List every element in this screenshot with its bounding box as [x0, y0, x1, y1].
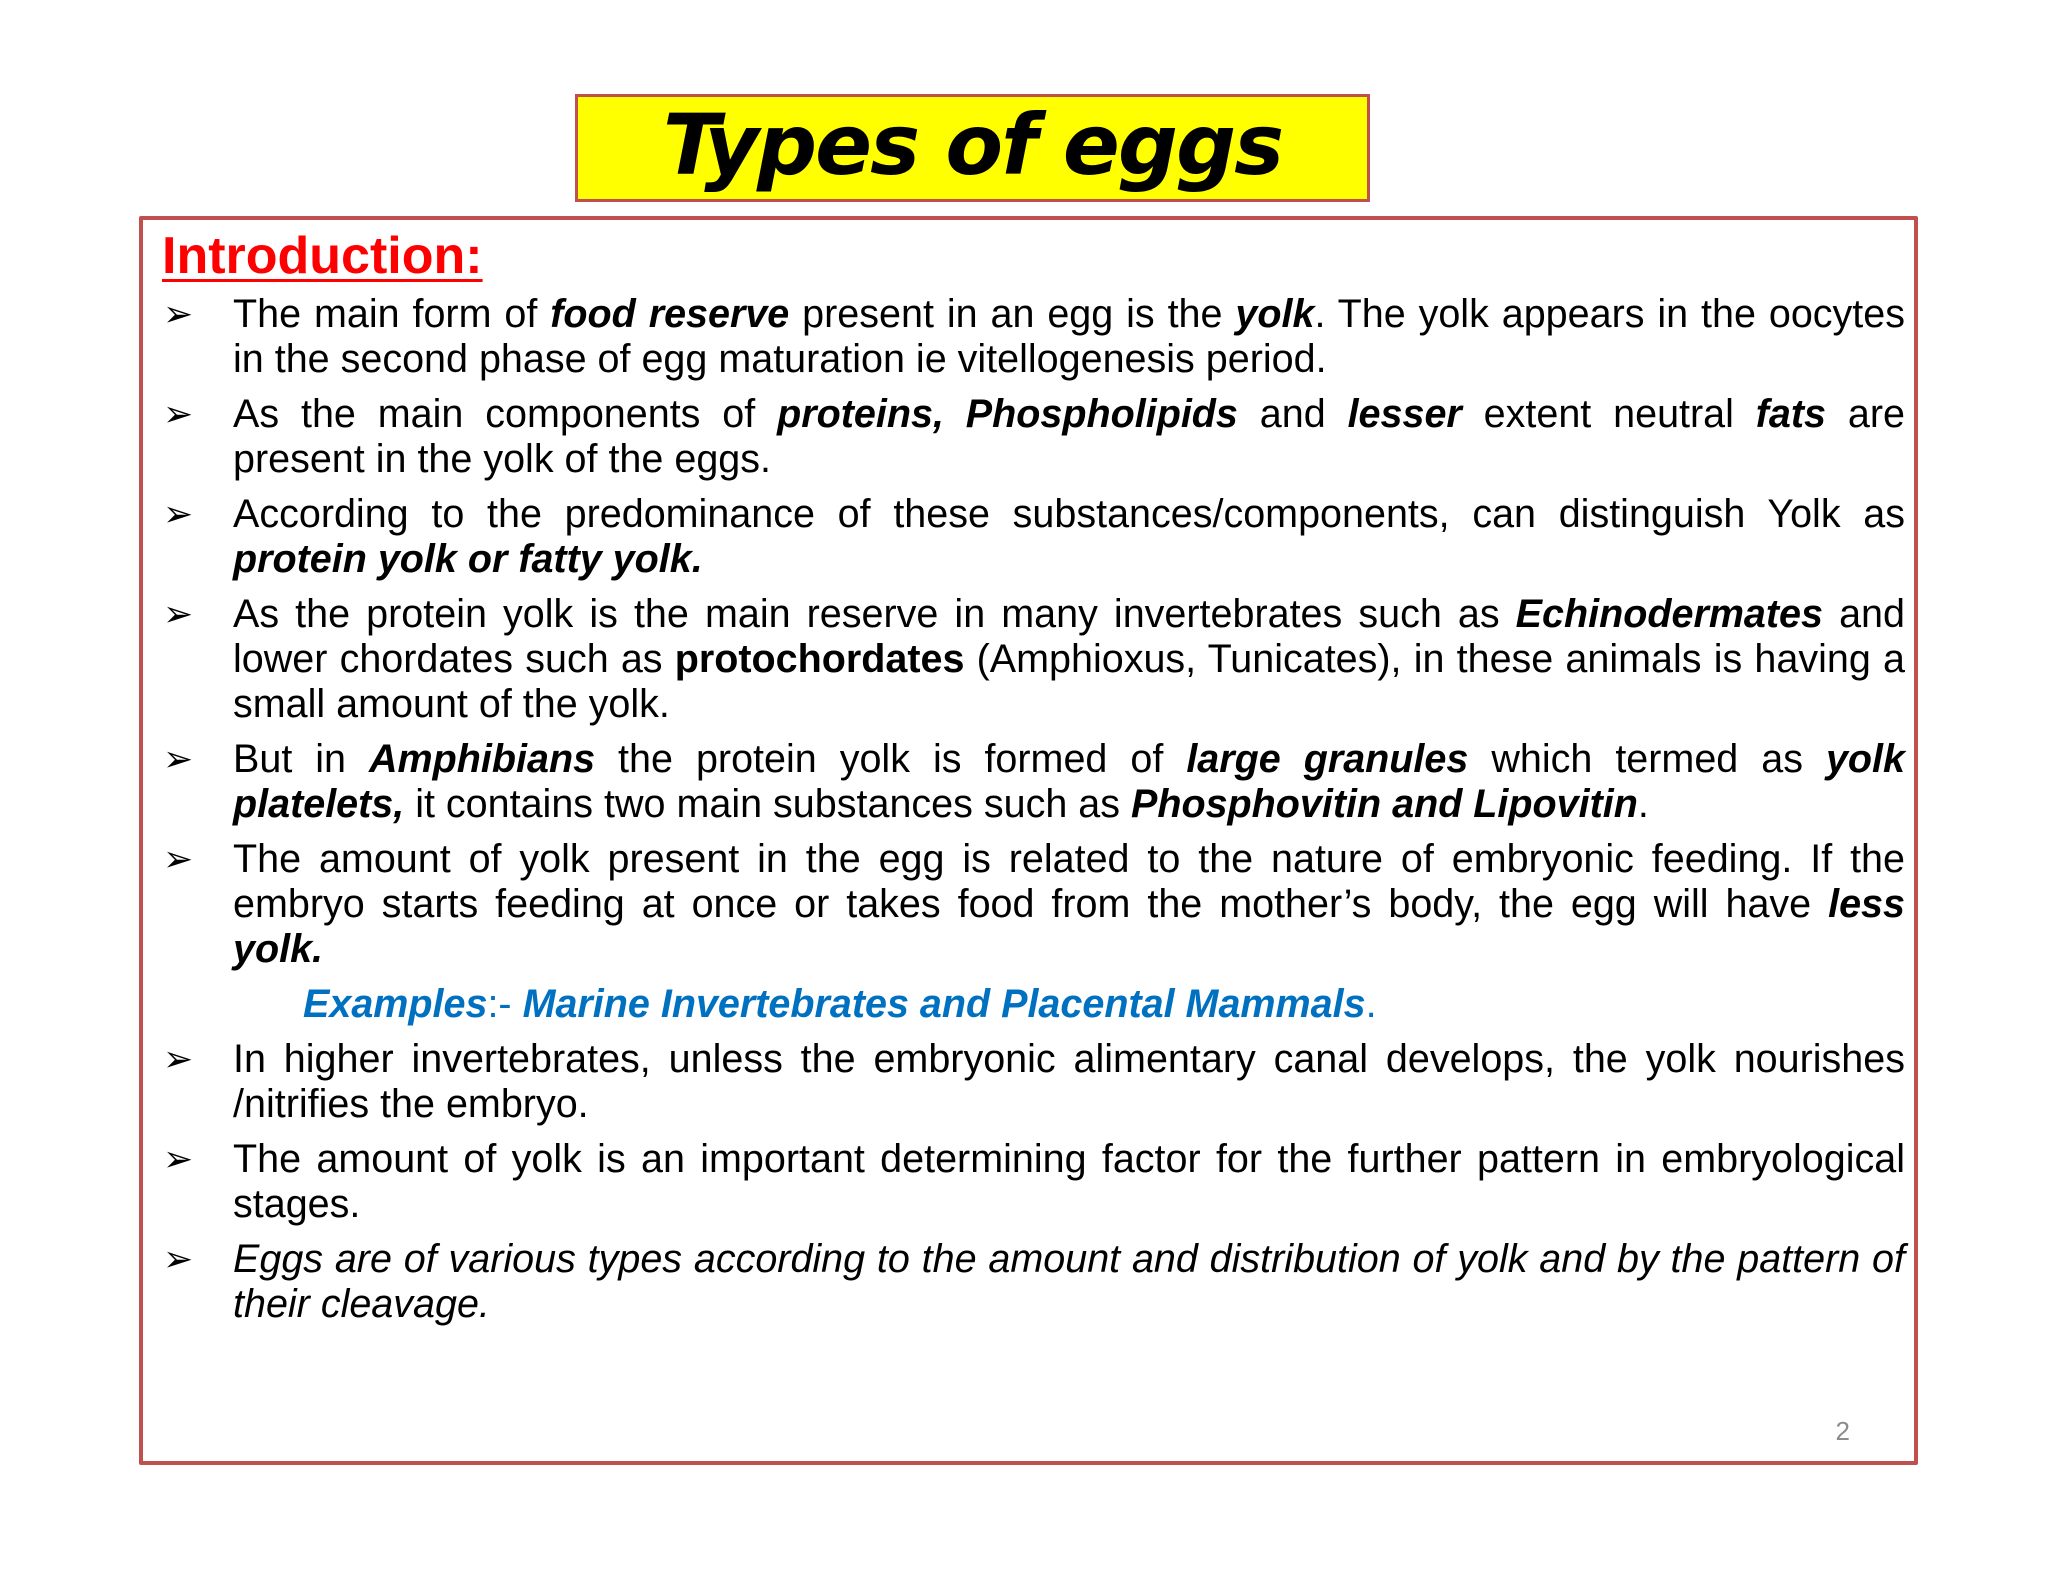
emphasis-text: Phosphovitin and Lipovitin: [1130, 782, 1638, 826]
bullet-item: [143, 392, 1905, 482]
text-run: According to the predominance of these substances/components, can distinguish Yolk as: [233, 492, 1905, 536]
emphasis-text: Amphibians: [369, 737, 596, 781]
emphasis-text: protein yolk or fatty yolk.: [233, 537, 703, 581]
text-run: .: [1637, 782, 1649, 826]
emphasis-text: Echinodermates: [1515, 592, 1823, 636]
arrow-bullet-icon: ➢: [163, 1039, 194, 1080]
text-run: and lower chordates such as: [233, 592, 1905, 681]
arrow-bullet-icon: ➢: [163, 839, 194, 880]
text-run: In higher invertebrates, unless the embryonic alimentary canal develops, the yolk nourishes /nitrifies the embryo.: [233, 1037, 1905, 1126]
emphasis-text: large granules: [1186, 737, 1469, 781]
text-run: The main form of: [233, 292, 551, 336]
arrow-bullet-icon: ➢: [163, 1239, 194, 1280]
examples-label: Examples: [303, 982, 488, 1026]
arrow-bullet-icon: ➢: [163, 1139, 194, 1180]
page-title: Types of eggs: [662, 96, 1283, 194]
content-box: [139, 216, 1918, 1465]
examples-separator: :-: [487, 982, 523, 1026]
text-run: As the protein yolk is the main reserve in many invertebrates such as: [233, 592, 1516, 636]
bullet-item: [143, 737, 1905, 827]
emphasis-text: yolk platelets,: [233, 737, 1905, 826]
bullet-item: [143, 292, 1905, 382]
bullet-item: [143, 837, 1905, 972]
bullet-item: [143, 1037, 1905, 1127]
examples-end: .: [1365, 982, 1377, 1026]
bullet-list: [143, 292, 1905, 1337]
bullet-item: [143, 1137, 1905, 1227]
bullet-item: [143, 492, 1905, 582]
emphasis-text: lesser: [1347, 392, 1462, 436]
text-run: But in: [233, 737, 370, 781]
intro-heading: Introduction:: [162, 227, 483, 285]
text-run: it contains two main substances such as: [404, 782, 1131, 826]
emphasis-text: yolk: [1235, 292, 1315, 336]
examples-text: Marine Invertebrates and Placental Mammals: [522, 982, 1366, 1026]
emphasis-text: less yolk.: [233, 882, 1905, 971]
title-box: [575, 94, 1370, 202]
text-run: are present in the yolk of the eggs.: [233, 392, 1905, 481]
text-run: which termed as: [1468, 737, 1826, 781]
examples-line: [143, 982, 1905, 1027]
text-run: and: [1237, 392, 1348, 436]
bold-text: protochordates: [674, 637, 965, 681]
text-run: extent neutral: [1461, 392, 1756, 436]
arrow-bullet-icon: ➢: [163, 294, 194, 335]
emphasis-text: fats: [1755, 392, 1827, 436]
page-number: 2: [1835, 1416, 1850, 1446]
arrow-bullet-icon: ➢: [163, 739, 194, 780]
emphasis-text: food reserve: [550, 292, 790, 336]
text-run: (Amphioxus, Tunicates), in these animals is having a small amount of the yolk.: [233, 637, 1905, 726]
text-run: The amount of yolk present in the egg is related to the nature of embryonic feeding. If the embryo starts feeding at once or takes food from the mother’s body, the egg will have: [233, 837, 1905, 926]
text-run: . The yolk appears in the oocytes in the second phase of egg maturation ie vitellogenesis period.: [233, 292, 1905, 381]
text-run: The amount of yolk is an important determining factor for the further pattern in embryological stages.: [233, 1137, 1905, 1226]
arrow-bullet-icon: ➢: [163, 394, 194, 435]
arrow-bullet-icon: ➢: [163, 494, 194, 535]
bullet-item: [143, 1237, 1905, 1327]
bullet-item: [143, 592, 1905, 727]
text-run: the protein yolk is formed of: [595, 737, 1187, 781]
emphasis-text: proteins, Phospholipids: [777, 392, 1238, 436]
text-run: present in an egg is the: [789, 292, 1236, 336]
arrow-bullet-icon: ➢: [163, 594, 194, 635]
text-run: As the main components of: [233, 392, 778, 436]
text-run: Eggs are of various types according to the amount and distribution of yolk and by the pattern of their cleavage.: [233, 1237, 1905, 1326]
